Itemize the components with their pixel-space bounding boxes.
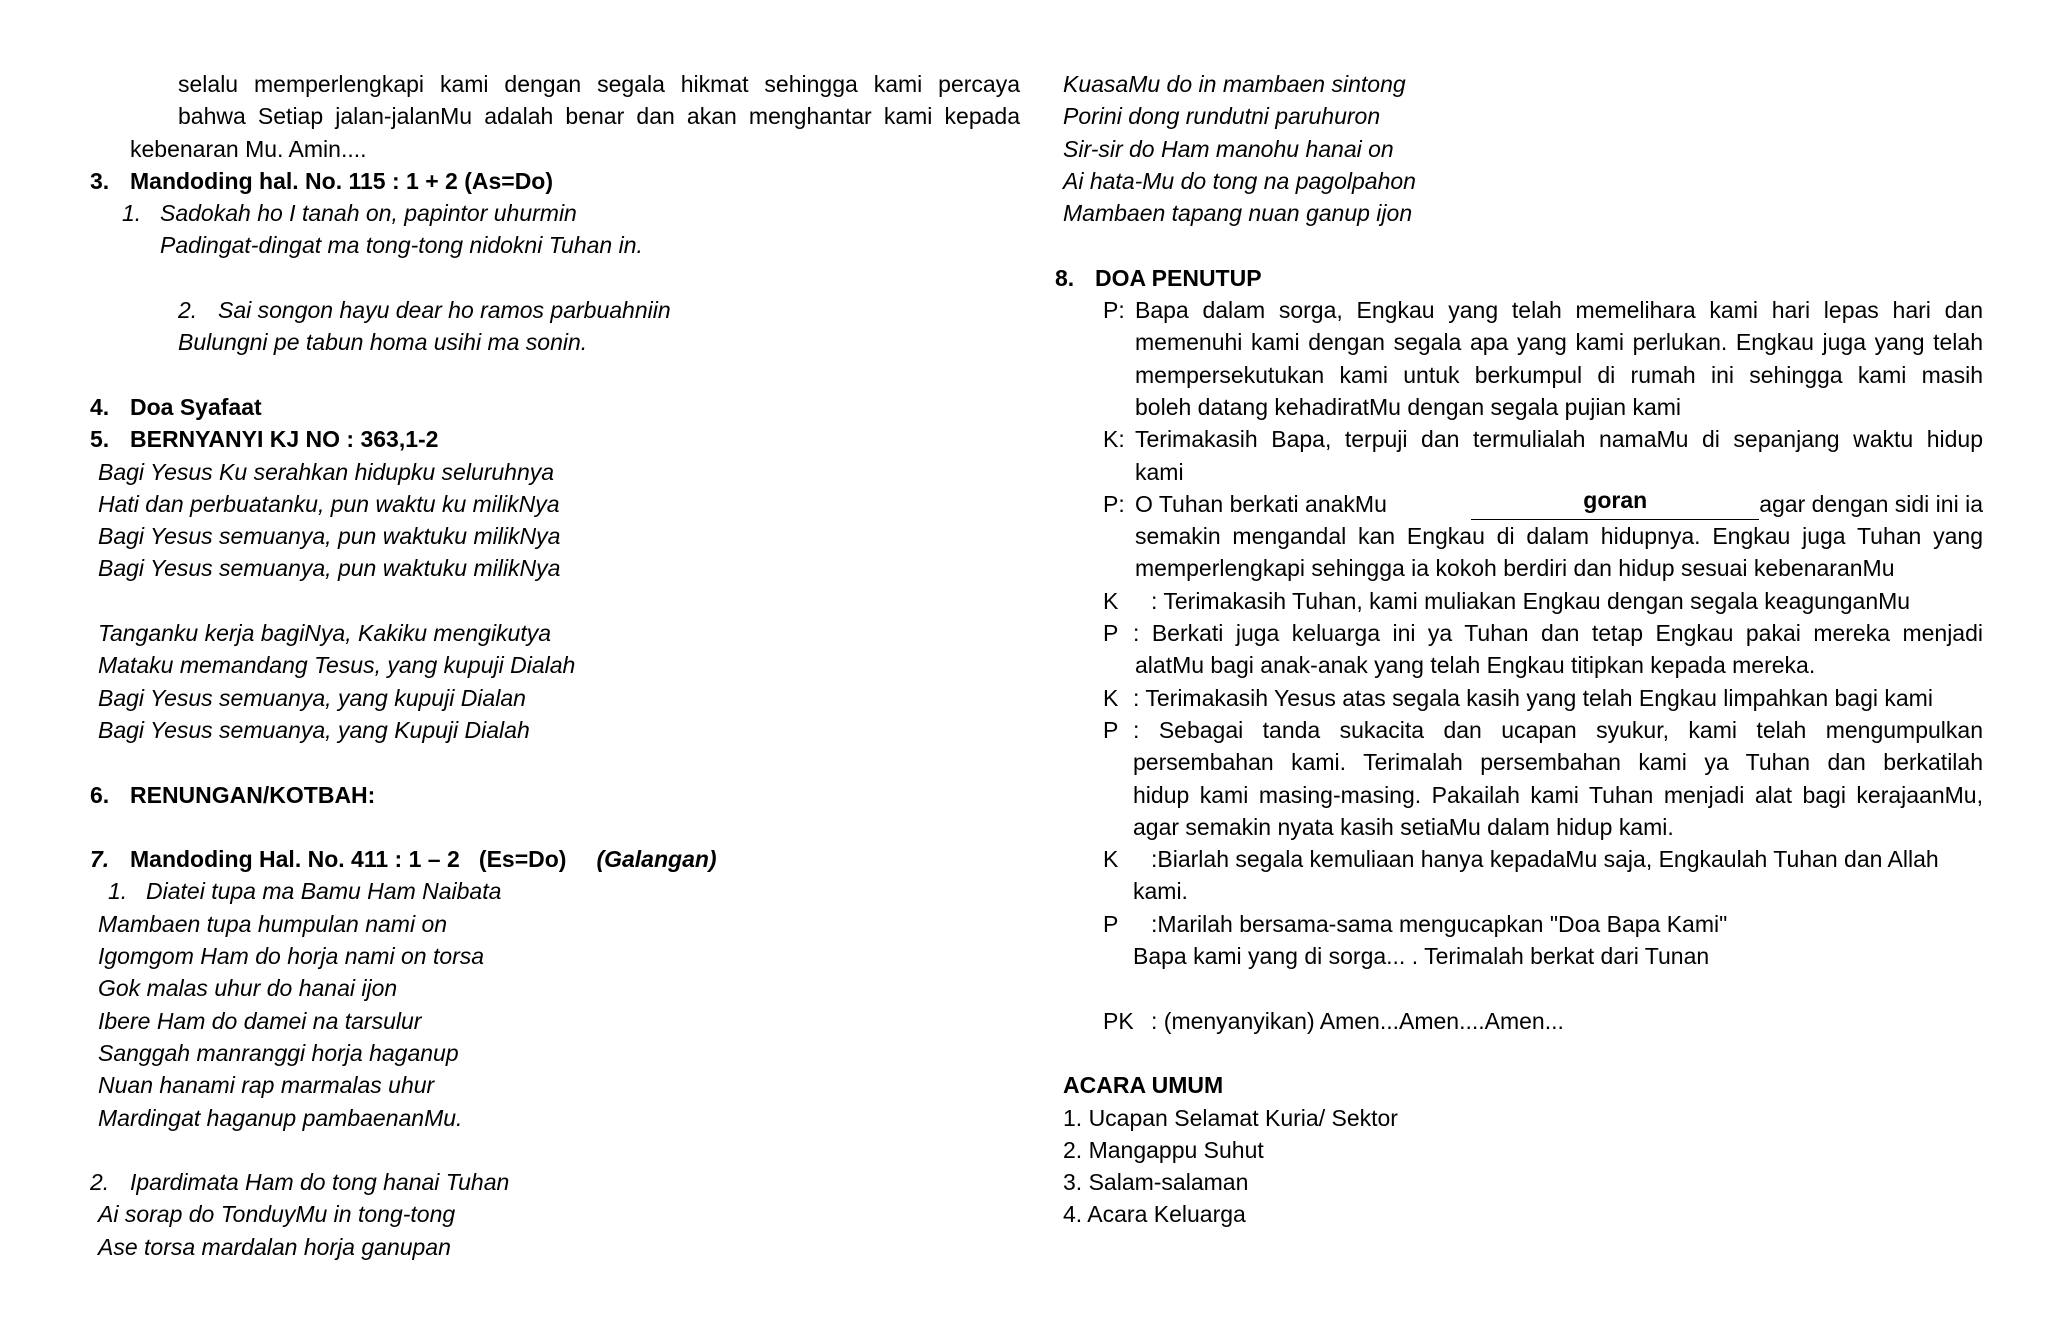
liturgy-item — [1055, 908, 1983, 973]
liturgy-text: agar dengan sidi ini ia — [1759, 490, 1983, 517]
hymn-line: Nuan hanami rap marmalas uhur — [98, 1072, 435, 1099]
left-column — [90, 68, 1020, 1263]
speaker-label: K: — [1103, 426, 1125, 453]
liturgy-line: memenuhi kami dengan segala apa yang kami perlukan. Engkau juga yang telah — [1135, 329, 1983, 356]
section-6-heading — [90, 779, 1020, 811]
section-number: 8. — [1055, 264, 1075, 291]
song-line: Bagi Yesus semuanya, pun waktuku milikNya — [98, 555, 561, 582]
speaker-label: P — [1103, 716, 1119, 743]
speaker-label: K — [1103, 587, 1119, 614]
intro-line: bahwa Setiap jalan-jalanMu adalah benar dan akan menghantar kami kepada — [178, 103, 1020, 130]
song-line: Mataku memandang Tesus, yang kupuji Dialah — [98, 652, 576, 679]
liturgy-line: :Biarlah segala kemuliaan hanya kepadaMu saja, Engkaulah Tuhan dan Allah — [1151, 846, 1939, 873]
verse-number: 1. — [108, 878, 128, 905]
verse-text: Diatei tupa ma Bamu Ham Naibata — [146, 878, 502, 905]
hymn-line: Porini dong rundutni paruhuron — [1063, 103, 1381, 130]
liturgy-line: hidup kami masing-masing. Pakailah kami Tuhan menjadi alat bagi kerajaanMu, — [1133, 781, 1983, 808]
speaker-label: P: — [1103, 490, 1125, 517]
section-number: 3. — [90, 167, 110, 194]
section-8-heading — [1055, 262, 1983, 294]
hymn-line — [90, 294, 1020, 326]
verse-text: Sai songon hayu dear ho ramos parbuahniin — [218, 297, 671, 324]
speaker-label: P — [1103, 910, 1119, 937]
liturgy-line: kami. — [1133, 878, 1188, 905]
section-title: DOA PENUTUP — [1095, 264, 1262, 291]
liturgy-item — [1055, 714, 1983, 843]
liturgy-line: Bapa dalam sorga, Engkau yang telah memelihara kami hari lepas hari dan — [1135, 297, 1983, 324]
section-5-heading — [90, 423, 1020, 455]
verse-number: 2. — [90, 1169, 110, 1196]
liturgy-item — [1055, 423, 1983, 488]
section-3-heading — [90, 165, 1020, 197]
liturgy-line: persembahan kami. Terimalah persembahan kami ya Tuhan dan berkatilah — [1133, 749, 1983, 776]
section-title: Doa Syafaat — [130, 393, 262, 420]
liturgy-line: :Marilah bersama-sama mengucapkan "Doa Bapa Kami" — [1151, 910, 1728, 937]
speaker-label: K — [1103, 846, 1119, 873]
acara-item: 3. Salam-salaman — [1063, 1169, 1249, 1196]
verse-text: Sadokah ho I tanah on, papintor uhurmin — [160, 200, 577, 227]
liturgy-line: : Berkati juga keluarga ini ya Tuhan dan tetap Engkau pakai mereka menjadi — [1133, 620, 1983, 647]
liturgy-text: O Tuhan berkati anakMu — [1135, 490, 1387, 517]
hymn-line: Ai hata-Mu do tong na pagolpahon — [1063, 167, 1416, 194]
intro-line: kebenaran Mu. Amin.... — [130, 135, 367, 162]
speaker-label: P — [1103, 620, 1119, 647]
verse-number: 1. — [122, 200, 142, 227]
acara-item: 2. Mangappu Suhut — [1063, 1136, 1264, 1163]
hymn-line — [90, 875, 1020, 907]
liturgy-line: : Sebagai tanda sukacita dan ucapan syukur, kami telah mengumpulkan — [1133, 716, 1983, 743]
hymn-line: Gok malas uhur do hanai ijon — [98, 975, 398, 1002]
right-column — [1055, 68, 1983, 1231]
liturgy-item-pk — [1055, 1005, 1983, 1037]
verse-number: 2. — [178, 297, 198, 324]
name-blank-text: goran — [1471, 488, 1759, 520]
hymn-line — [90, 1166, 1020, 1198]
liturgy-line: : (menyanyikan) Amen...Amen....Amen... — [1151, 1007, 1564, 1034]
liturgy-item — [1055, 682, 1983, 714]
liturgy-item — [1055, 488, 1983, 585]
liturgy-line — [1135, 488, 1983, 520]
liturgy-item — [1055, 843, 1983, 908]
song-line: Bagi Yesus semuanya, yang Kupuji Dialah — [98, 716, 530, 743]
acara-item: 4. Acara Keluarga — [1063, 1201, 1246, 1228]
liturgy-line: memperlengkapi sehingga ia kokoh berdiri dan hidup sesuai kebenaranMu — [1135, 555, 1895, 582]
hymn-line: Igomgom Ham do horja nami on torsa — [98, 943, 485, 970]
liturgy-line: mempersekutukan kami untuk berkumpul di rumah ini sehingga kami masih — [1135, 361, 1983, 388]
acara-item: 1. Ucapan Selamat Kuria/ Sektor — [1063, 1104, 1398, 1131]
hymn-line: Ai sorap do TonduyMu in tong-tong — [98, 1201, 456, 1228]
speaker-label: P: — [1103, 297, 1125, 324]
verse-text: Ipardimata Ham do tong hanai Tuhan — [130, 1169, 510, 1196]
liturgy-line: boleh datang kehadiratMu dengan segala pujian kami — [1135, 393, 1682, 420]
section-title: Mandoding hal. No. 115 : 1 + 2 (As=Do) — [130, 167, 554, 194]
liturgy-item — [1055, 617, 1983, 682]
liturgy-line: semakin mengandal kan Engkau di dalam hidupnya. Engkau juga Tuhan yang — [1135, 523, 1983, 550]
section-title: BERNYANYI KJ NO : 363,1-2 — [130, 426, 439, 453]
song-line: Tanganku kerja bagiNya, Kakiku mengikutya — [98, 620, 552, 647]
section-number: 6. — [90, 781, 110, 808]
section-number: 5. — [90, 426, 110, 453]
liturgy-line: agar semakin nyata kasih setiaMu dalam hidup kami. — [1133, 813, 1674, 840]
liturgy-line: Terimakasih Bapa, terpuji dan termulialah namaMu di sepanjang waktu hidup — [1135, 426, 1983, 453]
hymn-line — [90, 197, 1020, 229]
hymn-line: Ibere Ham do damei na tarsulur — [98, 1007, 422, 1034]
liturgy-item — [1055, 585, 1983, 617]
section-note: (Galangan) — [596, 846, 717, 873]
speaker-label: PK — [1103, 1007, 1134, 1034]
section-number: 7. — [90, 846, 110, 873]
section-number: 4. — [90, 393, 110, 420]
hymn-line: Bulungni pe tabun homa usihi ma sonin. — [178, 329, 588, 356]
liturgy-line: : Terimakasih Tuhan, kami muliakan Engkau dengan segala keagunganMu — [1151, 587, 1911, 614]
song-line: Bagi Yesus Ku serahkan hidupku seluruhnya — [98, 458, 555, 485]
song-line: Bagi Yesus semuanya, yang kupuji Dialan — [98, 684, 526, 711]
name-blank — [1471, 488, 1983, 520]
section-title: Mandoding Hal. No. 411 : 1 – 2 (Es=Do) — [130, 846, 567, 873]
liturgy-line: alatMu bagi anak-anak yang telah Engkau titipkan kepada mereka. — [1135, 652, 1816, 679]
song-line: Hati dan perbuatanku, pun waktu ku milikNya — [98, 490, 560, 517]
liturgy-line: Bapa kami yang di sorga... . Terimalah berkat dari Tunan — [1133, 943, 1710, 970]
hymn-line: Mardingat haganup pambaenanMu. — [98, 1104, 463, 1131]
liturgy-line: kami — [1135, 458, 1184, 485]
acara-umum-heading: ACARA UMUM — [1063, 1072, 1224, 1099]
hymn-line: Ase torsa mardalan horja ganupan — [98, 1233, 451, 1260]
section-title: RENUNGAN/KOTBAH: — [130, 781, 376, 808]
hymn-line: Mambaen tupa humpulan nami on — [98, 910, 448, 937]
speaker-label: K — [1103, 684, 1119, 711]
hymn-line: Padingat-dingat ma tong-tong nidokni Tuhan in. — [160, 232, 643, 259]
hymn-line: KuasaMu do in mambaen sintong — [1063, 71, 1406, 97]
liturgy-line: : Terimakasih Yesus atas segala kasih yang telah Engkau limpahkan bagi kami — [1133, 684, 1933, 711]
song-line: Bagi Yesus semuanya, pun waktuku milikNya — [98, 523, 561, 550]
hymn-line: Sir-sir do Ham manohu hanai on — [1063, 135, 1394, 162]
hymn-line: Sanggah manranggi horja haganup — [98, 1039, 459, 1066]
liturgy-item — [1055, 294, 1983, 423]
section-4-heading — [90, 391, 1020, 423]
hymn-line: Mambaen tapang nuan ganup ijon — [1063, 200, 1413, 227]
section-7-heading — [90, 843, 1020, 875]
intro-line: selalu memperlengkapi kami dengan segala hikmat sehingga kami percaya — [178, 71, 1020, 97]
